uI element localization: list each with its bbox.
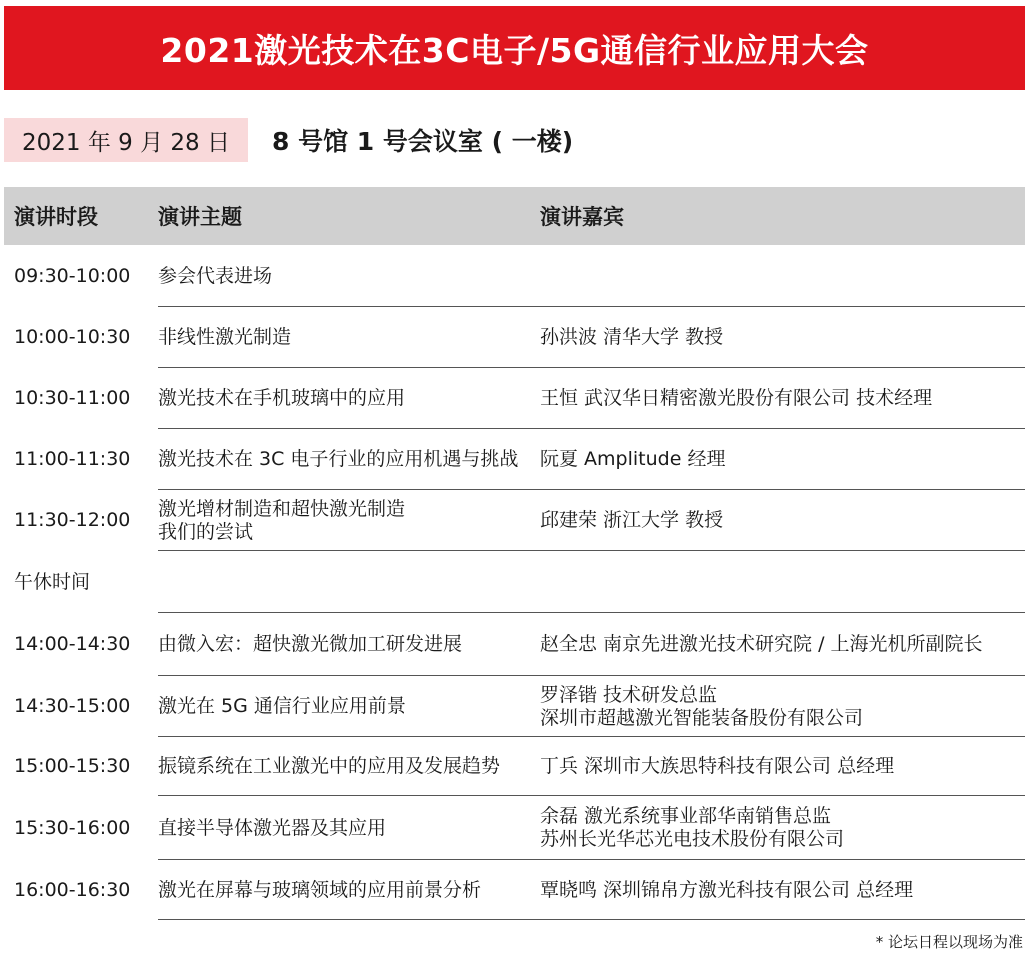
event-title: 2021激光技术在3C电子/5G通信行业应用大会: [160, 30, 869, 70]
row-time: 10:30-11:00: [14, 387, 131, 409]
row-speaker-line: 孙洪波 清华大学 教授: [540, 326, 724, 348]
row-topic-line: 由微入宏：超快激光微加工研发进展: [158, 633, 463, 655]
table-row: [0, 368, 1029, 429]
row-time: 14:00-14:30: [14, 633, 131, 655]
row-speaker: [540, 368, 932, 429]
row-topic: [158, 307, 291, 368]
row-topic: [158, 490, 405, 551]
row-speaker-line: 邱建荣 浙江大学 教授: [540, 509, 724, 531]
row-speaker: [540, 676, 863, 737]
row-speaker: [540, 796, 844, 860]
session-venue: 8 号馆 1 号会议室 ( 一楼): [272, 127, 574, 156]
event-banner: [4, 6, 1025, 90]
row-topic: [158, 737, 500, 796]
row-time: 15:00-15:30: [14, 755, 131, 777]
row-topic-line: 我们的尝试: [158, 520, 254, 543]
row-time: 16:00-16:30: [14, 878, 131, 901]
row-topic-line: 激光技术在手机玻璃中的应用: [158, 387, 406, 409]
row-time: 15:30-16:00: [14, 816, 131, 839]
table-row: [0, 796, 1029, 860]
row-speaker: [540, 307, 723, 368]
row-time: 14:30-15:00: [14, 695, 131, 717]
session-date: 2021 年 9 月 28 日: [4, 118, 248, 162]
table-row: [0, 245, 1029, 307]
table-row: [0, 429, 1029, 490]
row-topic-line: 非线性激光制造: [158, 326, 292, 348]
row-speaker-line: 覃晓鸣 深圳锦帛方激光科技有限公司 总经理: [540, 878, 914, 901]
row-topic-line: 激光增材制造和超快激光制造: [158, 497, 406, 520]
row-topic-line: 振镜系统在工业激光中的应用及发展趋势: [158, 755, 501, 777]
row-topic-line: 参会代表进场: [158, 264, 273, 287]
table-row: [0, 737, 1029, 796]
row-topic: [158, 676, 406, 737]
table-row: [0, 676, 1029, 737]
row-speaker: [540, 737, 894, 796]
row-topic: [158, 613, 462, 676]
row-speaker: [540, 860, 913, 920]
row-divider: [158, 919, 1025, 920]
table-row: [0, 860, 1029, 920]
row-topic: [158, 245, 272, 307]
row-topic-line: 直接半导体激光器及其应用: [158, 816, 387, 839]
row-time: 10:00-10:30: [14, 326, 131, 348]
row-speaker: [540, 429, 725, 490]
row-speaker-line: 王恒 武汉华日精密激光股份有限公司 技术经理: [540, 387, 933, 409]
row-topic: [158, 860, 481, 920]
header-topic: 演讲主题: [158, 205, 242, 229]
row-speaker: [540, 613, 983, 676]
row-time: 午休时间: [14, 570, 91, 593]
row-speaker-line: 苏州长光华芯光电技术股份有限公司: [540, 828, 845, 850]
row-speaker-line: 罗泽锴 技术研发总监: [540, 683, 718, 706]
table-row: [0, 490, 1029, 551]
row-speaker-line: 余磊 激光系统事业部华南销售总监: [540, 805, 832, 827]
row-speaker-line: 丁兵 深圳市大族思特科技有限公司 总经理: [540, 755, 895, 777]
table-row: [0, 307, 1029, 368]
row-topic: [158, 368, 405, 429]
row-speaker-line: 深圳市超越激光智能装备股份有限公司: [540, 706, 864, 729]
row-topic-line: 激光在 5G 通信行业应用前景: [158, 695, 406, 717]
table-row: [0, 613, 1029, 676]
table-row: [0, 551, 1029, 613]
row-topic-line: 激光技术在 3C 电子行业的应用机遇与挑战: [158, 448, 519, 470]
schedule-table-header: [4, 187, 1025, 245]
row-time: 11:30-12:00: [14, 509, 131, 531]
row-topic-line: 激光在屏幕与玻璃领域的应用前景分析: [158, 878, 482, 901]
row-topic: [158, 429, 518, 490]
row-speaker-line: 赵全忠 南京先进激光技术研究院 / 上海光机所副院长: [540, 633, 983, 655]
row-speaker-line: 阮夏 Amplitude 经理: [540, 448, 726, 470]
header-speaker: 演讲嘉宾: [540, 205, 624, 229]
row-time: 09:30-10:00: [14, 264, 131, 287]
row-time: 11:00-11:30: [14, 448, 131, 470]
header-time: 演讲时段: [14, 205, 98, 229]
row-topic: [158, 796, 386, 860]
row-speaker: [540, 490, 723, 551]
schedule-footnote: * 论坛日程以现场为准: [875, 933, 1023, 951]
